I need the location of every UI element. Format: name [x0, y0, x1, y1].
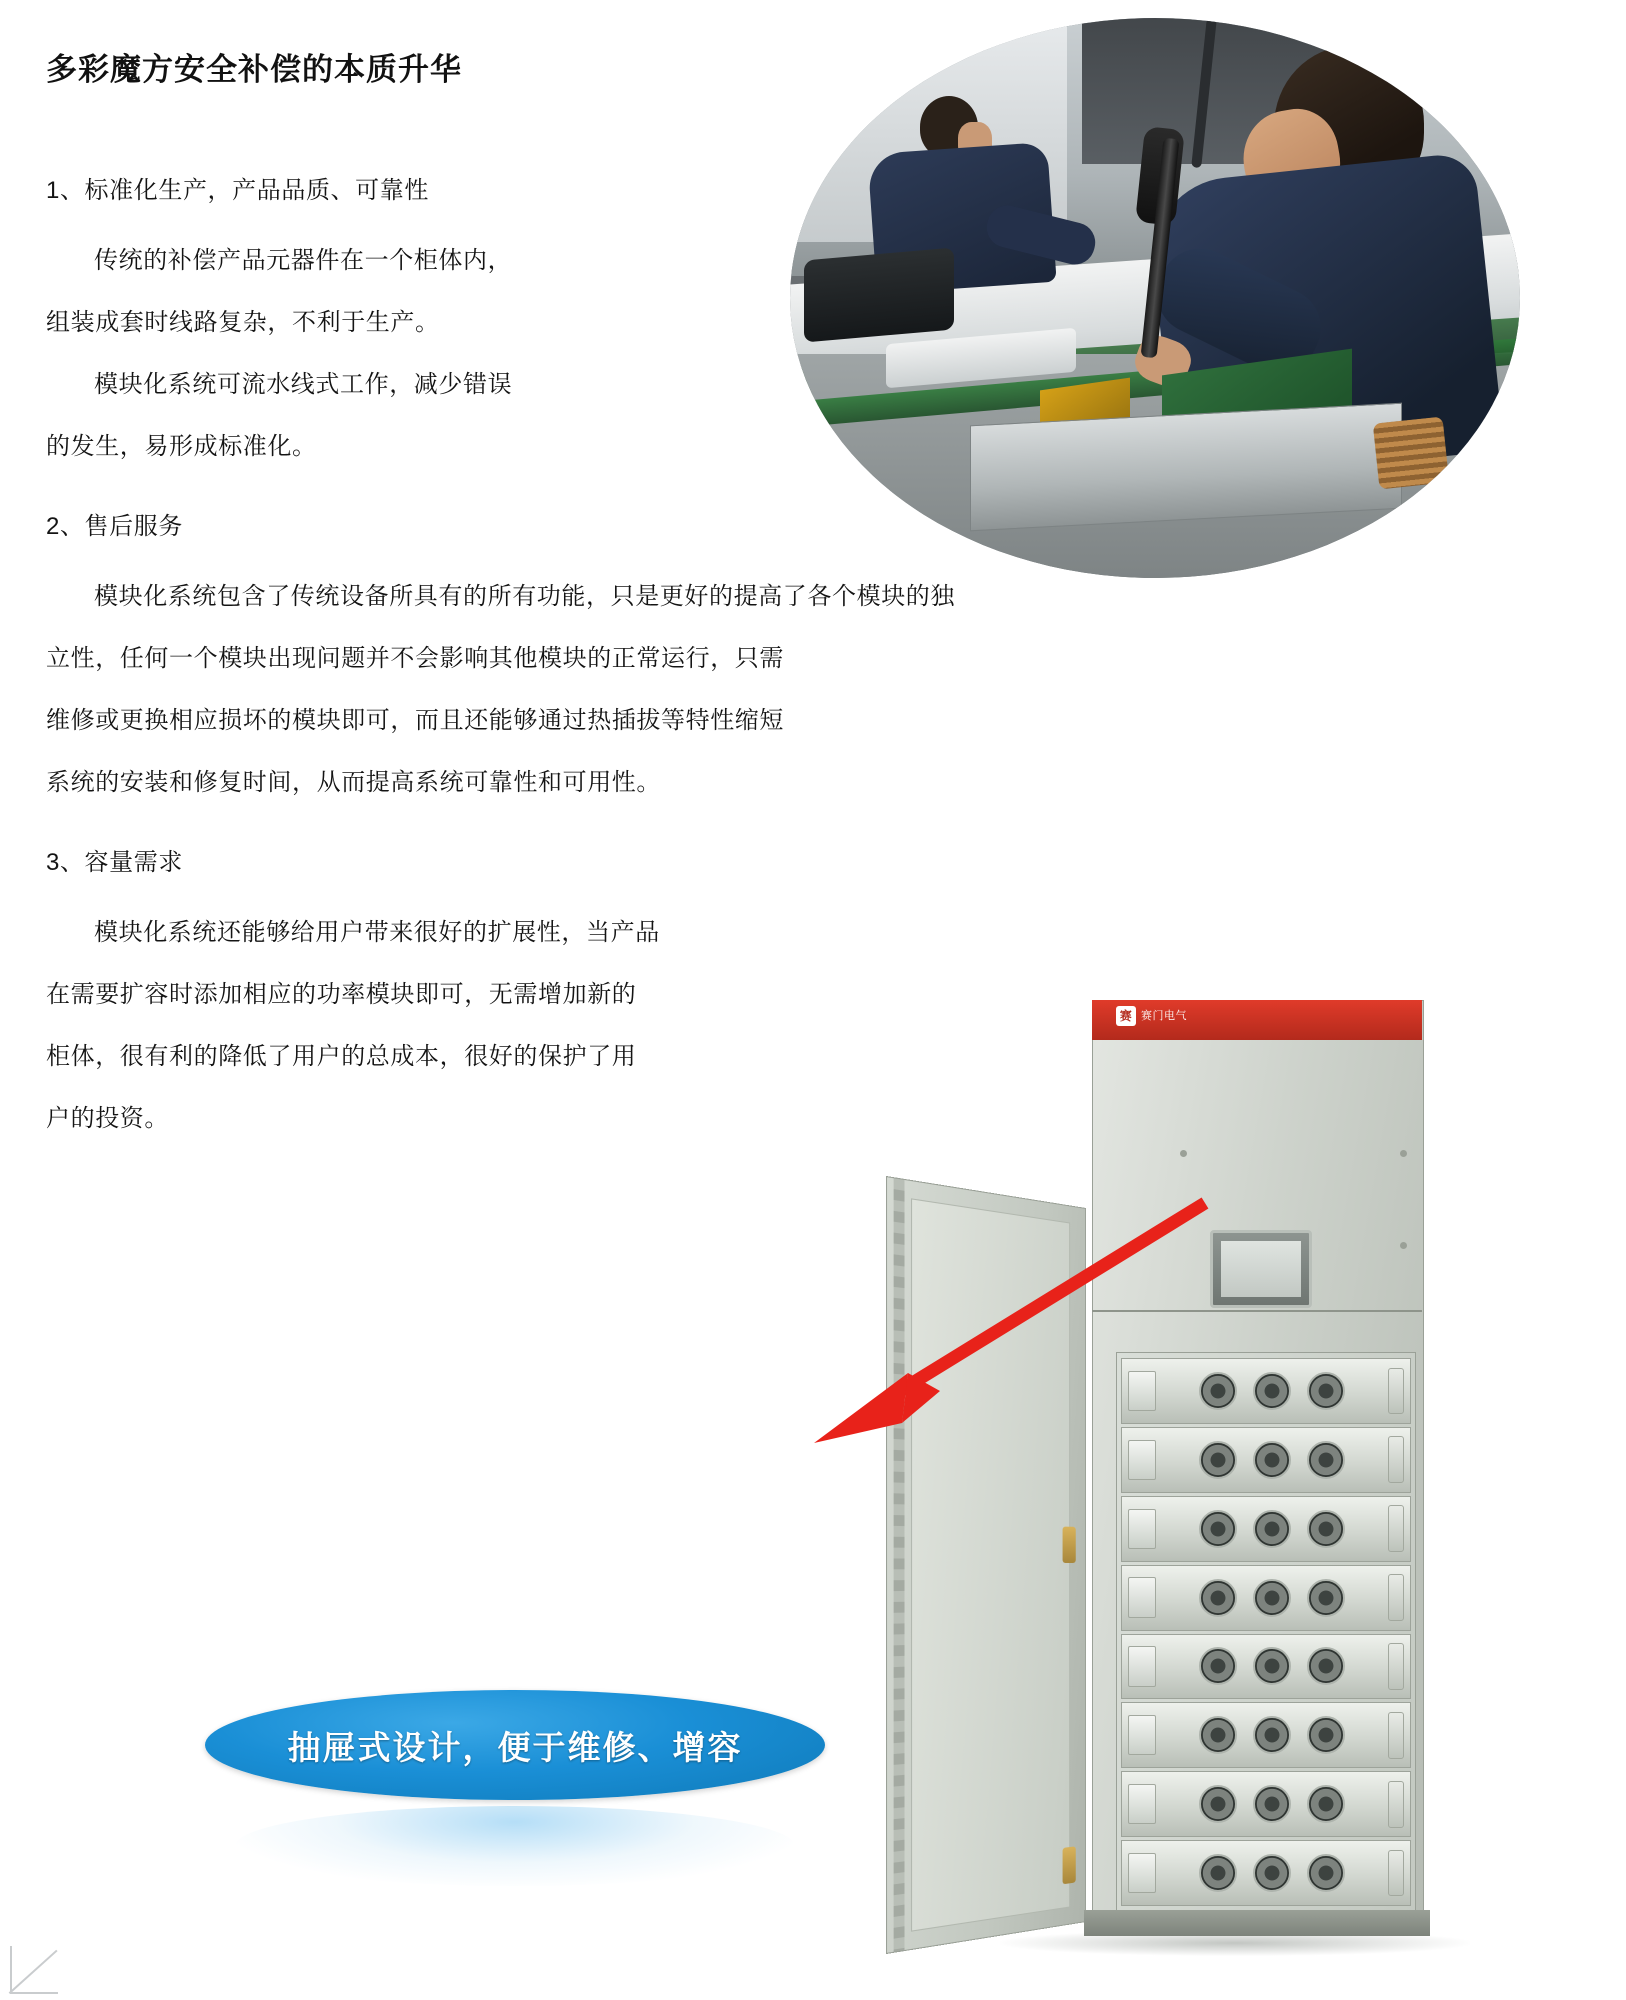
section-3-line-2: 在需要扩容时添加相应的功率模块即可，无需增加新的 — [46, 981, 637, 1008]
cabinet-screw — [1400, 1150, 1407, 1157]
section-3-heading: 3、容量需求 — [46, 849, 183, 876]
door-lock-lower-icon[interactable] — [1063, 1846, 1076, 1884]
fan-icon — [1307, 1372, 1345, 1410]
fan-icon — [1307, 1510, 1345, 1548]
fan-icon — [1253, 1510, 1291, 1548]
section-3-line-4: 户的投资。 — [46, 1105, 169, 1132]
fan-icon — [1199, 1716, 1237, 1754]
section-1-line-2: 组装成套时线路复杂，不利于生产。 — [46, 309, 440, 336]
module-drawer[interactable] — [1121, 1565, 1411, 1631]
fan-icon — [1253, 1579, 1291, 1617]
drawer-handle-left[interactable] — [1128, 1853, 1156, 1893]
red-arrow-icon — [790, 1195, 1220, 1455]
callout-text: 抽屉式设计，便于维修、增容 — [287, 1728, 743, 1766]
spacer-2 — [46, 814, 1166, 832]
cabinet-brand-logo — [1116, 1006, 1236, 1034]
drawer-handle-right[interactable] — [1388, 1781, 1404, 1828]
fan-icon — [1253, 1441, 1291, 1479]
fan-icon — [1307, 1716, 1345, 1754]
cabinet-screw — [1180, 1150, 1187, 1157]
section-1-line-3: 模块化系统可流水线式工作，减少错误 — [94, 371, 513, 398]
section-2-body — [46, 566, 1246, 814]
drawer-fan-group — [1156, 1854, 1388, 1892]
section-2-heading: 2、售后服务 — [46, 513, 183, 540]
section-2-line-4: 系统的安装和修复时间，从而提高系统可靠性和可用性。 — [46, 769, 661, 796]
drawer-handle-right[interactable] — [1388, 1574, 1404, 1621]
fan-icon — [1307, 1785, 1345, 1823]
section-3-line-1: 模块化系统还能够给用户带来很好的扩展性，当产品 — [94, 919, 660, 946]
brand-name: 赛门电气 — [1141, 1009, 1187, 1022]
drawer-handle-left[interactable] — [1128, 1509, 1156, 1549]
drawer-fan-group — [1156, 1579, 1388, 1617]
drawer-fan-group — [1156, 1510, 1388, 1548]
door-lock-upper-icon[interactable] — [1063, 1527, 1076, 1563]
drawer-handle-right[interactable] — [1388, 1850, 1404, 1897]
fan-icon — [1307, 1579, 1345, 1617]
cabinet-photo — [880, 980, 1500, 1980]
cabinet-base — [1084, 1910, 1430, 1936]
fan-icon — [1307, 1647, 1345, 1685]
module-chassis — [970, 403, 1402, 532]
module-drawer[interactable] — [1121, 1840, 1411, 1906]
section-1-heading: 1、标准化生产，产品品质、可靠性 — [46, 177, 429, 204]
section-2-line-2: 立性，任何一个模块出现问题并不会影响其他模块的正常运行，只需 — [46, 645, 784, 672]
fan-icon — [1253, 1785, 1291, 1823]
page-title: 多彩魔方安全补偿的本质升华 — [46, 52, 462, 87]
drawer-handle-right[interactable] — [1388, 1712, 1404, 1759]
cabinet-meter-display — [1210, 1230, 1312, 1308]
fan-icon — [1199, 1647, 1237, 1685]
fan-icon — [1199, 1579, 1237, 1617]
fan-icon — [1253, 1854, 1291, 1892]
module-drawer[interactable] — [1121, 1634, 1411, 1700]
section-1-line-1: 传统的补偿产品元器件在一个柜体内， — [94, 247, 513, 274]
module-drawer[interactable] — [1121, 1771, 1411, 1837]
drawer-fan-group — [1156, 1647, 1388, 1685]
drawer-handle-right[interactable] — [1388, 1505, 1404, 1552]
fan-icon — [1199, 1510, 1237, 1548]
drawer-handle-right[interactable] — [1388, 1368, 1404, 1415]
drawer-handle-right[interactable] — [1388, 1436, 1404, 1483]
section-1-line-4: 的发生，易形成标准化。 — [46, 433, 317, 460]
workshop-scene — [790, 18, 1520, 578]
fan-icon — [1253, 1647, 1291, 1685]
brand-mark-icon: 赛 — [1116, 1006, 1136, 1026]
section-2-line-1: 模块化系统包含了传统设备所具有的所有功能，只是更好的提高了各个模块的独 — [94, 583, 955, 610]
drawer-handle-left[interactable] — [1128, 1784, 1156, 1824]
fan-icon — [1307, 1441, 1345, 1479]
cabinet-screw — [1400, 1242, 1407, 1249]
fan-icon — [1253, 1716, 1291, 1754]
fan-icon — [1253, 1372, 1291, 1410]
section-3-line-3: 柜体，很有利的降低了用户的总成本，很好的保护了用 — [46, 1043, 637, 1070]
callout-reflection — [235, 1806, 795, 1886]
drawer-fan-group — [1156, 1716, 1388, 1754]
drawer-fan-group — [1156, 1785, 1388, 1823]
workshop-photo — [790, 18, 1520, 578]
fan-icon — [1199, 1785, 1237, 1823]
fan-icon — [1307, 1854, 1345, 1892]
drawer-handle-left[interactable] — [1128, 1646, 1156, 1686]
section-2-line-3: 维修或更换相应损坏的模块即可，而且还能够通过热插拔等特性缩短 — [46, 707, 784, 734]
fan-icon — [1199, 1854, 1237, 1892]
drawer-handle-left[interactable] — [1128, 1715, 1156, 1755]
module-drawer[interactable] — [1121, 1496, 1411, 1562]
callout-badge — [205, 1690, 825, 1800]
module-drawer[interactable] — [1121, 1702, 1411, 1768]
drawer-handle-right[interactable] — [1388, 1643, 1404, 1690]
drawer-handle-left[interactable] — [1128, 1577, 1156, 1617]
copper-coil — [1373, 417, 1450, 490]
parts-bin — [804, 247, 954, 342]
